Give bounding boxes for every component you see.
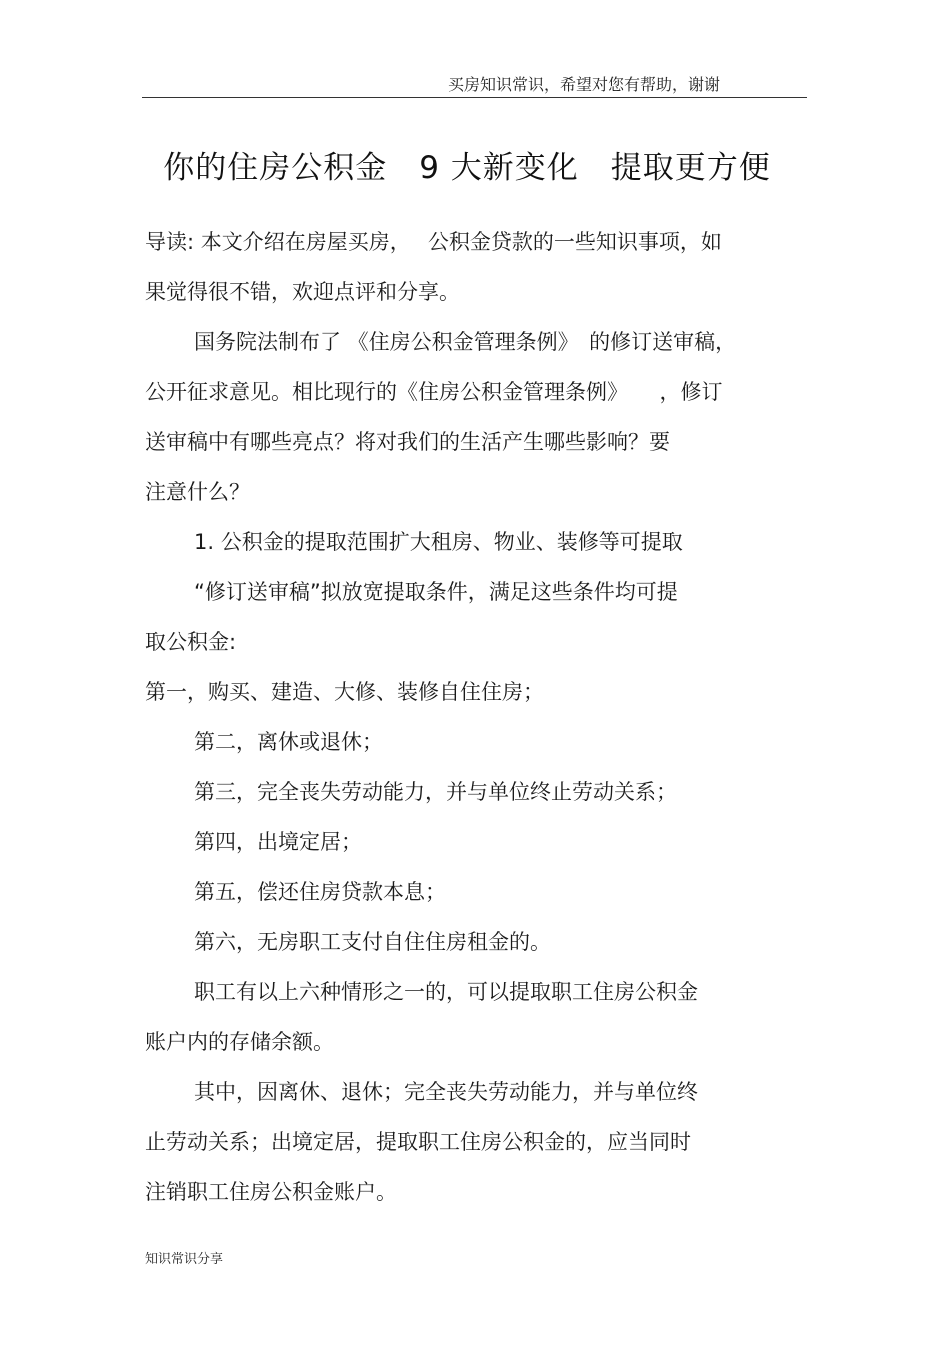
section-heading: 1. 公积金的提取范围扩大租房、物业、装修等可提取: [194, 530, 683, 554]
list-item: 第三，完全丧失劳动能力，并与单位终止劳动关系；: [194, 780, 677, 804]
paragraph-line: 果觉得很不错，欢迎点评和分享。: [145, 280, 460, 304]
list-item: 第六，无房职工支付自住住房租金的。: [194, 930, 551, 954]
paragraph-line: 取公积金:: [145, 630, 237, 654]
paragraph-line: 职工有以上六种情形之一的，可以提取职工住房公积金: [194, 980, 698, 1004]
paragraph-line: “修订送审稿”拟放宽提取条件，满足这些条件均可提: [194, 580, 678, 604]
list-item: 第二，离休或退休；: [194, 730, 383, 754]
paragraph-line: 导读: 本文介绍在房屋买房， 公积金贷款的一些知识事项，如: [145, 230, 722, 254]
paragraph-line: 注意什么？: [145, 480, 250, 504]
running-footer: 知识常识分享: [145, 1252, 224, 1267]
header-divider: [142, 97, 807, 98]
paragraph-line: 国务院法制布了 《住房公积金管理条例》 的修订送审稿，: [194, 330, 737, 354]
paragraph-line: 送审稿中有哪些亮点？将对我们的生活产生哪些影响？要: [145, 430, 670, 454]
paragraph-line: 账户内的存储余额。: [145, 1030, 334, 1054]
list-item: 第四，出境定居；: [194, 830, 362, 854]
paragraph-line: 注销职工住房公积金账户。: [145, 1180, 397, 1204]
paragraph-line: 其中，因离休、退休；完全丧失劳动能力，并与单位终: [194, 1080, 698, 1104]
list-item: 第一，购买、建造、大修、装修自住住房；: [145, 680, 544, 704]
running-header: 买房知识常识，希望对您有帮助，谢谢: [448, 75, 721, 94]
list-item: 第五，偿还住房贷款本息；: [194, 880, 446, 904]
paragraph-line: 止劳动关系；出境定居，提取职工住房公积金的，应当同时: [145, 1130, 691, 1154]
paragraph-line: 公开征求意见。相比现行的《住房公积金管理条例》 ，修订: [145, 380, 723, 404]
article-title: 你的住房公积金 9 大新变化 提取更方便: [163, 150, 771, 186]
